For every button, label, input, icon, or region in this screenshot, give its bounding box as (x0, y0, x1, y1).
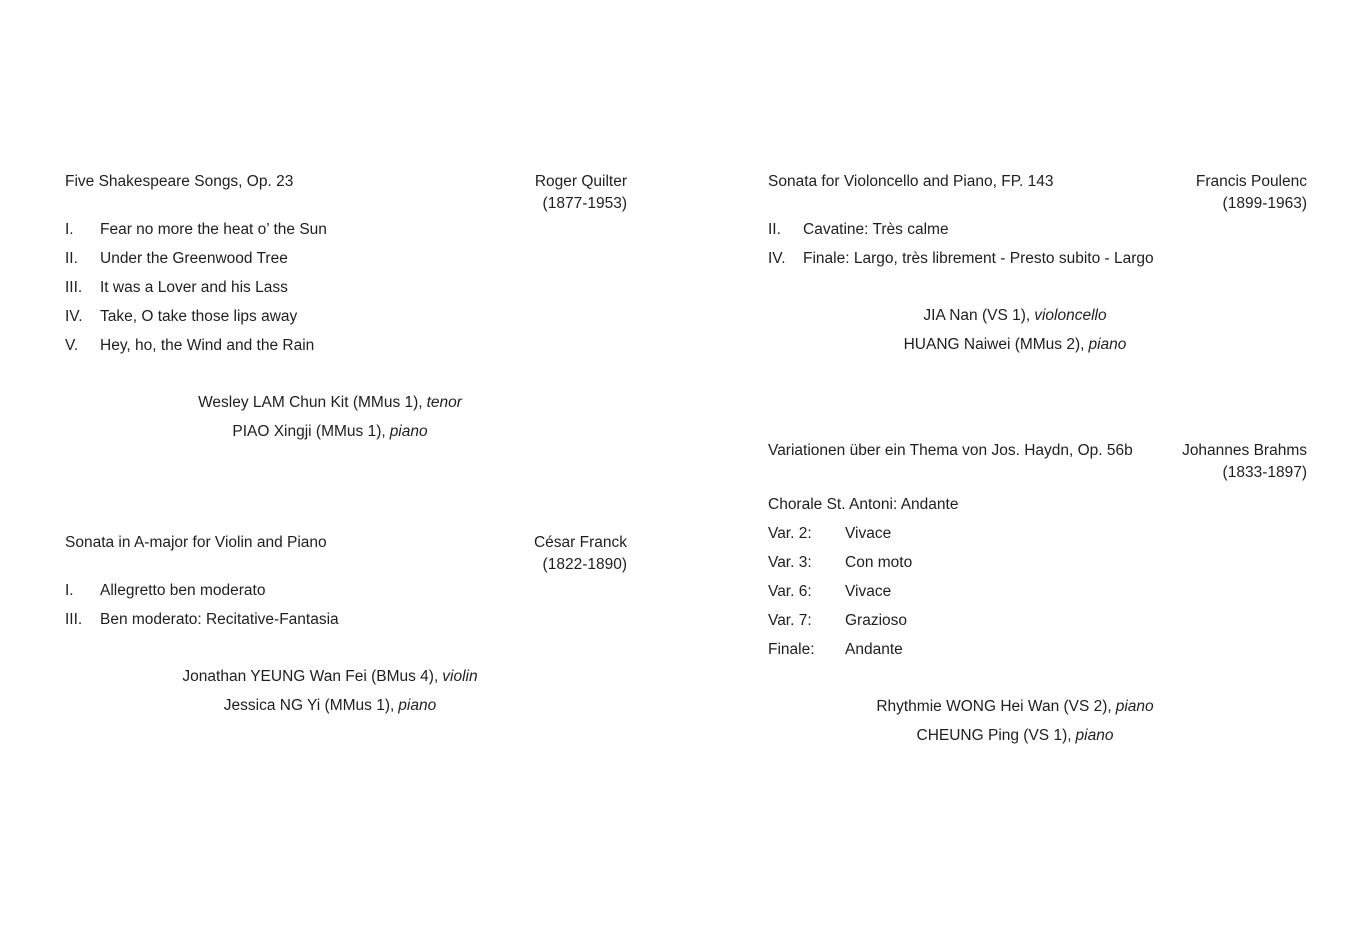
performer-role: tenor (426, 394, 462, 411)
variation-tempo: Vivace (845, 583, 892, 600)
performer-line (65, 417, 595, 446)
movement-row (65, 302, 627, 331)
piece-header (768, 440, 1307, 462)
piece-title: Sonata for Violoncello and Piano, FP. 143 (768, 173, 1054, 190)
piece-title: Sonata in A-major for Violin and Piano (65, 534, 327, 551)
piece-section-brahms (768, 440, 1307, 750)
composer-dates: (1822-1890) (542, 556, 627, 573)
movement-numeral: III. (65, 611, 83, 628)
performer-list (768, 301, 1262, 359)
piece-section-franck (65, 532, 627, 720)
movement-row (65, 605, 627, 634)
performer-line (65, 388, 595, 417)
program-column-right (768, 0, 1307, 950)
performer-line (65, 691, 595, 720)
movement-numeral: IV. (768, 250, 786, 267)
performer-line (768, 721, 1262, 750)
variation-label: Var. 2: (768, 525, 812, 542)
movement-name: Allegretto ben moderato (100, 582, 266, 599)
performer-name: JIA Nan (VS 1), (923, 307, 1031, 324)
composer-name: Roger Quilter (534, 173, 627, 190)
movement-name: Under the Greenwood Tree (100, 250, 288, 267)
movement-numeral: V. (65, 337, 79, 354)
variation-row (768, 519, 1307, 548)
performer-name: PIAO Xingji (MMus 1), (232, 423, 386, 440)
movement-name: Cavatine: Très calme (803, 221, 949, 238)
piece-header (65, 171, 627, 193)
program-column-left (65, 0, 627, 950)
performer-role: piano (1115, 698, 1154, 715)
movement-row (768, 215, 1307, 244)
variation-tempo: Con moto (845, 554, 913, 571)
composer-dates: (1833-1897) (1222, 464, 1307, 481)
performer-name: Rhythmie WONG Hei Wan (VS 2), (876, 698, 1112, 715)
movement-numeral: II. (65, 250, 78, 267)
performer-role: violoncello (1034, 307, 1107, 324)
performer-name: Wesley LAM Chun Kit (MMus 1), (198, 394, 423, 411)
variation-tempo: Andante (845, 641, 903, 658)
performer-name: HUANG Naiwei (MMus 2), (903, 336, 1085, 353)
variation-label: Var. 6: (768, 583, 812, 600)
performer-name: Jonathan YEUNG Wan Fei (BMus 4), (182, 668, 439, 685)
variation-list (768, 519, 1307, 664)
variation-row (768, 577, 1307, 606)
composer-name: César Franck (533, 534, 627, 551)
variation-row (768, 635, 1307, 664)
movement-row (65, 331, 627, 360)
performer-role: piano (398, 697, 437, 714)
performer-role: violin (442, 668, 478, 685)
variation-label: Var. 7: (768, 612, 812, 629)
movement-row (65, 273, 627, 302)
piece-title: Variationen über ein Thema von Jos. Haydn, Op. 56b (768, 442, 1133, 459)
variation-row (768, 548, 1307, 577)
composer-name: Johannes Brahms (1182, 442, 1307, 459)
performer-name: CHEUNG Ping (VS 1), (916, 727, 1072, 744)
movement-name: Finale: Largo, très librement - Presto subito - Largo (803, 250, 1154, 267)
movement-numeral: IV. (65, 308, 83, 325)
piece-title: Five Shakespeare Songs, Op. 23 (65, 173, 294, 190)
performer-list (65, 388, 595, 446)
performer-line (768, 301, 1262, 330)
piece-section-quilter (65, 171, 627, 446)
composer-name: Francis Poulenc (1195, 173, 1307, 190)
movement-numeral: II. (768, 221, 781, 238)
movement-row (65, 576, 627, 605)
variation-label: Var. 3: (768, 554, 812, 571)
movement-numeral: III. (65, 279, 83, 296)
movement-list (768, 215, 1307, 273)
variation-tempo: Grazioso (845, 612, 908, 629)
performer-line (65, 662, 595, 691)
performer-list (768, 692, 1262, 750)
variation-tempo: Vivace (845, 525, 892, 542)
piece-header (65, 532, 627, 554)
movement-name: Take, O take those lips away (100, 308, 298, 325)
movement-numeral: I. (65, 221, 74, 238)
performer-list (65, 662, 595, 720)
movement-list (65, 576, 627, 634)
movement-name: Fear no more the heat o’ the Sun (100, 221, 327, 238)
movement-name: Ben moderato: Recitative-Fantasia (100, 611, 339, 628)
performer-line (768, 692, 1262, 721)
performer-role: piano (1088, 336, 1127, 353)
variation-label: Finale: (768, 641, 815, 658)
variation-row (768, 606, 1307, 635)
movement-name: Hey, ho, the Wind and the Rain (100, 337, 315, 354)
movement-list (65, 215, 627, 360)
piece-section-poulenc (768, 171, 1307, 359)
chorale-line: Chorale St. Antoni: Andante (768, 496, 959, 513)
composer-dates: (1877-1953) (542, 195, 627, 212)
performer-role: piano (1075, 727, 1114, 744)
movement-row (768, 244, 1307, 273)
performer-name: Jessica NG Yi (MMus 1), (223, 697, 395, 714)
movement-row (65, 244, 627, 273)
movement-numeral: I. (65, 582, 74, 599)
performer-line (768, 330, 1262, 359)
performer-role: piano (389, 423, 428, 440)
piece-header (768, 171, 1307, 193)
composer-dates: (1899-1963) (1222, 195, 1307, 212)
movement-name: It was a Lover and his Lass (100, 279, 288, 296)
movement-row (65, 215, 627, 244)
